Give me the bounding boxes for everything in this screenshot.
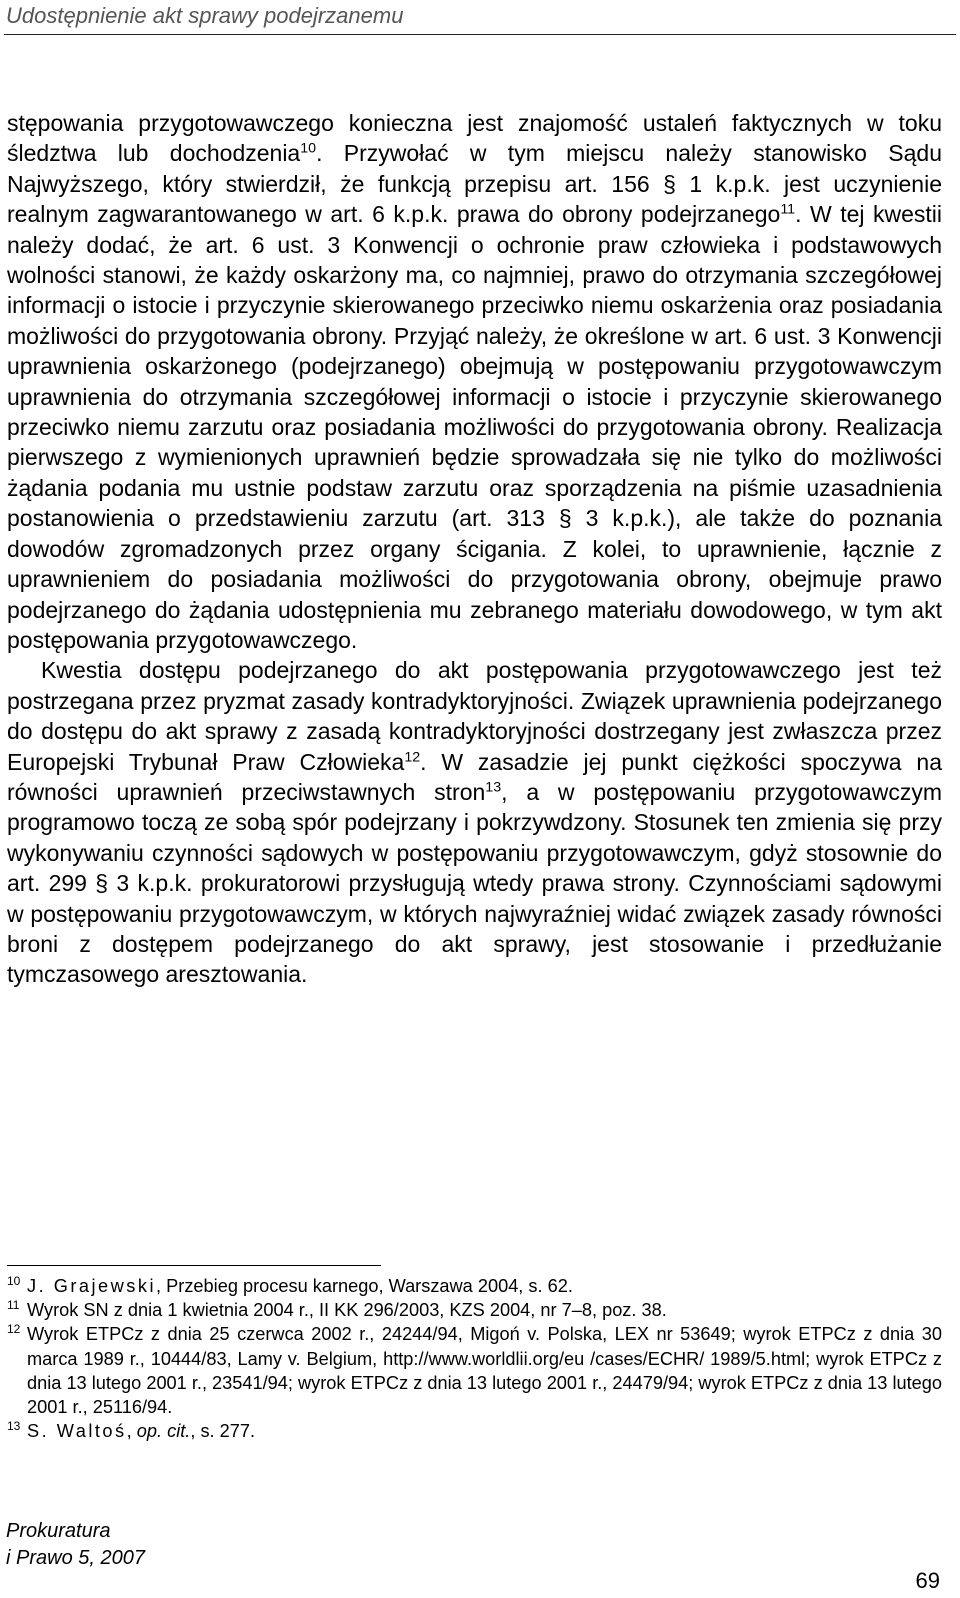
footnote-author: J. Grajewski bbox=[27, 1276, 157, 1296]
paragraph-2-part-c: , a w postępowaniu przygotowawczym programowo toczą ze sobą spór podejrzany i pokrzywdzony. Stosunek ten zmienia się przy wykonywaniu czynności sądowych w postępowaniu przygotowawczym, gdyż stosownie do art. 299 § 3 k.p.k. prokuratorowi przysługują wtedy prawa strony. Czynnościami sądowymi w postępowaniu przygotowawczym, w których najwyraźniej widać związek zasady równości broni z dostępem podejrzanego do akt sprawy, jest stosowanie i przedłużanie tymczasowego aresztowania. bbox=[7, 778, 942, 988]
footnote-text: Wyrok SN z dnia 1 kwietnia 2004 r., II KK 296/2003, KZS 2004, nr 7–8, poz. 38. bbox=[27, 1300, 667, 1321]
footnote-11 bbox=[7, 1298, 942, 1322]
paragraph-1-part-b: . Przywołać w tym miejscu należy stanowisko Sądu Najwyższego, który stwierdził, że funkcją przepisu art. 156 § 1 k.p.k. jest uczynienie realnym zagwarantowanego w art. 6 k.p.k. prawa do obrony podejrzanego bbox=[7, 140, 942, 228]
paragraph-1 bbox=[7, 108, 942, 655]
footnote-10 bbox=[7, 1274, 942, 1298]
footnote-number: 12 bbox=[7, 1322, 21, 1337]
footnote-ref-13[interactable]: 13 bbox=[485, 779, 502, 796]
running-header: Udostępnienie akt sprawy podejrzanemu bbox=[6, 3, 404, 28]
body-text bbox=[7, 108, 942, 990]
footnote-author: S. Waltoś bbox=[27, 1421, 127, 1442]
footnote-italic: op. cit. bbox=[136, 1421, 191, 1442]
paragraph-2-part-b: . W zasadzie jej punkt ciężkości spoczywa na równości uprawnień przeciwstawnych stron bbox=[7, 748, 942, 805]
paragraph-2 bbox=[7, 655, 942, 989]
footnote-text: , Przebieg procesu karnego, Warszawa 2004, s. 62. bbox=[156, 1276, 573, 1296]
footnote-text: , s. 277. bbox=[190, 1421, 256, 1442]
footnote-number: 13 bbox=[7, 1419, 21, 1434]
footnote-ref-12[interactable]: 12 bbox=[404, 748, 421, 765]
footnote-separator bbox=[7, 1265, 381, 1266]
paragraph-1-part-a: stępowania przygotowawczego konieczna jest znajomość ustaleń faktycznych w toku śledztwa lub dochodzenia bbox=[7, 110, 942, 167]
footnote-ref-11[interactable]: 11 bbox=[780, 201, 796, 218]
footnotes bbox=[7, 1274, 942, 1443]
journal-line-2: i Prawo 5, 2007 bbox=[6, 1547, 145, 1569]
footnote-ref-10[interactable]: 10 bbox=[300, 140, 317, 157]
journal-name bbox=[6, 1518, 145, 1572]
footnote-number: 10 bbox=[7, 1274, 21, 1288]
paragraph-1-part-c: . W tej kwestii należy dodać, że art. 6 ust. 3 Konwencji o ochronie praw człowieka i podstawowych wolności stanowi, że każdy oskarżony ma, co najmniej, prawo do otrzymania szczegółowej informacji o istocie i przyczynie skierowanego przeciwko niemu oskarżenia oraz posiadania możliwości do przygotowania obrony. Przyjąć należy, że określone w art. 6 ust. 3 Konwencji uprawnienia oskarżonego (podejrzanego) obejmują w postępowaniu przygotowawczym uprawnienia do otrzymania szczegółowej informacji o istocie i przyczynie skierowanego przeciwko niemu zarzutu oraz posiadania możliwości do przygotowania obrony. Realizacja pierwszego z wymienionych uprawnień będzie sprowadzała się nie tylko do możliwości żądania podania mu ustnie podstaw zarzutu oraz sporządzenia na piśmie uzasadnienia postanowienia o przedstawieniu zarzutu (art. 313 § 3 k.p.k.), ale także do poznania dowodów zgromadzonych przez organy ścigania. Z kolei, to uprawnienie, łącznie z uprawnieniem do posiadania możliwości do przygotowania obrony, obejmuje prawo podejrzanego do żądania udostępnienia mu zebranego materiału dowodowego, w tym akt postępowania przygotowawczego. bbox=[7, 201, 943, 653]
footnote-separator-text: , bbox=[126, 1421, 137, 1442]
footnote-number: 11 bbox=[7, 1298, 20, 1313]
paragraph-2-part-a: Kwestia dostępu podejrzanego do akt postępowania przygotowawczego jest też postrzegana przez pryzmat zasady kontradyktoryjności. Związek uprawnienia podejrzanego do dostępu do akt sprawy z zasadą kontradyktoryjności dostrzegany jest zwłaszcza przez Europejski Trybunał Praw Człowieka bbox=[7, 657, 942, 775]
page-number: 69 bbox=[915, 1568, 940, 1593]
journal-line-1: Prokuratura bbox=[6, 1520, 111, 1542]
footnote-13 bbox=[7, 1419, 942, 1443]
footnote-text: Wyrok ETPCz z dnia 25 czerwca 2002 r., 24244/94, Migoń v. Polska, LEX nr 53649; wyrok ETPCz z dnia 30 marca 1989 r., 10444/83, Lamy v. Belgium, http://www.worldlii.org/eu /cases/ECHR/ 1989/5.html; wyrok ETPCz z dnia 13 lutego 2001 r., 23541/94; wyrok ETPCz z dnia 13 lutego 2001 r., 24479/94; wyrok ETPCz z dnia 13 lutego 2001 r., 25116/94. bbox=[27, 1324, 943, 1418]
footnote-12 bbox=[7, 1322, 942, 1419]
header-rule bbox=[4, 34, 956, 35]
